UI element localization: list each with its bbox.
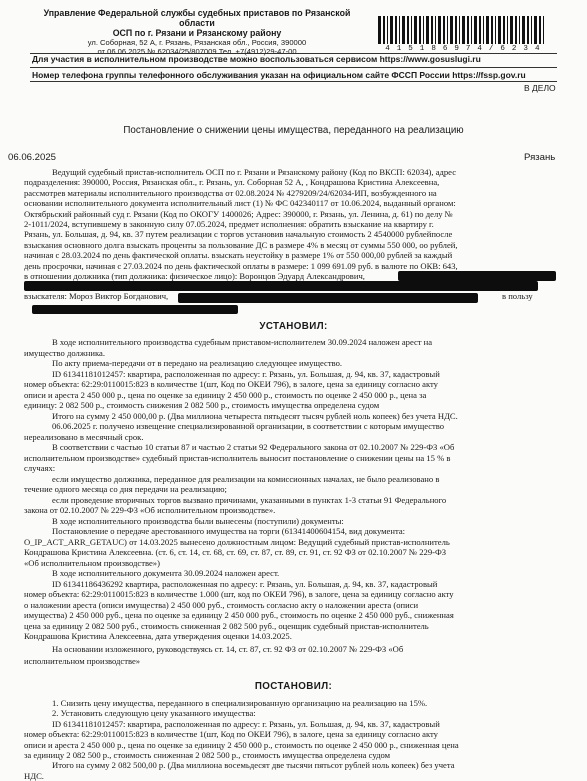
text-line: Кондрашова Кристина Алексеевна, дата утверждения оценки 14.03.2025. — [24, 631, 292, 641]
text-line: имущества) 2 450 000 руб., цена по оценке за единицу 2 450 000 руб., стоимость по оценке 2 450 000 руб., сниженная — [24, 610, 454, 620]
claimant-label: взыскателя: Мороз Виктор Богданович, — [24, 291, 169, 301]
barcode-bar — [479, 16, 481, 44]
barcode-bar — [411, 16, 412, 44]
barcode-bar — [435, 16, 436, 44]
authority-header — [32, 8, 362, 56]
barcode-bar — [383, 16, 385, 44]
conclusion-paragraph — [24, 643, 559, 667]
text-line: описи и ареста 2 450 000 р., цена по оценке за единицу 2 450 000 р., стоимость по оценке 2 450 000 р., цена за — [24, 389, 427, 400]
text-line: подразделения: 390000, Россия, Рязанская обл., г. Рязань, ул. Соборная 52 А, , Кондрашова Кристина Алексеевна, — [24, 177, 440, 188]
text-line: Итого на сумму 2 082 500,00 р. (Два миллиона восемьдесят две тысячи пятьсот рублей ноль копеек) без учета — [52, 760, 455, 771]
text-line: По акту приема-передачи от в передано на реализацию следующее имущество. — [52, 358, 343, 368]
text-line: нереализовано в месячный срок. — [24, 431, 144, 442]
text-line: основании исполнительного документа исполнительный лист (1) № ФС 042340117 от 10.06.2024, выданный органом: — [24, 198, 456, 209]
barcode-bar — [507, 16, 508, 44]
reference-line: от 06.06.2025 № 62034/25/807009 Тел. +7(4912)29-47-00 — [97, 47, 297, 56]
barcode-bar — [459, 16, 460, 44]
barcode-bar — [498, 16, 501, 44]
text-line: единицу: 2 082 500 р., стоимость снижения 2 082 500 р., стоимость имущества определена судом — [24, 400, 380, 410]
text-line: цена за единицу 2 082 500 руб., стоимость сниженная 2 082 500 руб., оценщик судебный пристав-исполнитель — [24, 620, 429, 631]
intro-paragraph — [24, 167, 559, 281]
text-line: «Об исполнительном производстве») — [24, 557, 160, 568]
document-city: Рязань — [524, 152, 556, 163]
barcode-bar — [534, 16, 537, 44]
text-line: случаях: — [24, 463, 56, 473]
text-line: описи и ареста 2 450 000 р., цена по оценке за единицу 2 450 000 р., стоимость по оценке 2 450 000 р., сниженная цена — [24, 739, 459, 750]
barcode-bar — [387, 16, 388, 44]
barcode-bar — [431, 16, 433, 44]
ustanovil-body — [24, 337, 559, 642]
barcode-bar — [471, 16, 472, 44]
text-line: 2. Установить следующую цену указанного имущества: — [52, 708, 256, 719]
barcode-bar — [467, 16, 469, 44]
barcode-bar — [443, 16, 445, 44]
divider — [30, 67, 557, 68]
text-line: ID 61341181012457: квартира, расположенная по адресу: г. Рязань, ул. Большая, д. 94, кв. 37, кадастровый — [52, 368, 440, 379]
barcode-bar — [486, 16, 489, 44]
text-line: номер объекта: 62:29:0110015:823 в количестве 1(шт, Код по ОКЕИ 796), в залоге, цена за единицу согласно акту — [24, 729, 438, 740]
redaction-bar — [398, 271, 556, 281]
text-line: ID 61341181012457: квартира, расположенная по адресу: г. Рязань, ул. Большая, д. 94, кв. 37, кадастровый — [52, 718, 440, 729]
redaction-bar — [178, 293, 478, 303]
barcode-bar — [419, 16, 421, 44]
section-heading-postanovil: ПОСТАНОВИЛ: — [254, 681, 333, 692]
barcode-bar — [390, 16, 393, 44]
barcode-bar — [395, 16, 397, 44]
barcode-bar — [519, 16, 520, 44]
barcode-bar — [483, 16, 484, 44]
barcode-bar — [438, 16, 441, 44]
text-line: день просрочки, начиная с 27.03.2024 по день фактической оплаты в размере: 1 099 691.09 руб. в валюте по ОКВ: 643, — [24, 260, 458, 271]
org-name-line-1: Управление Федеральной службы судебных приставов по Рязанской области — [43, 8, 351, 28]
text-line: В ходе исполнительного производства были вынесены (поступили) документы: — [52, 515, 344, 526]
text-line: в отношении должника (тип должника: физическое лицо): Воронцов Эдуард Александрович, — [24, 271, 365, 282]
redaction-bar — [24, 281, 538, 291]
text-line: ID 61341186436292 квартира, расположенная по адресу: г. Рязань, ул. Большая, д. 94, кв. 37, кадастровый — [52, 578, 438, 589]
text-line: если проведение вторичных торгов вызвано причинами, указанными в пунктах 1-3 статьи 91 Федерального — [52, 494, 447, 505]
barcode-number: 4 1 5 1 8 6 9 7 4 / 6 2 3 4 — [385, 45, 541, 53]
text-line: имущество должника. — [24, 347, 105, 358]
text-line: В ходе исполнительного производства судебным приставом-исполнителем 30.09.2024 наложен арест на — [52, 337, 433, 347]
barcode-bar — [462, 16, 465, 44]
address-line: ул. Соборная, 52 А, г. Рязань, Рязанская обл., Россия, 390000 — [87, 38, 307, 47]
v-delo-stamp: В ДЕЛО — [524, 83, 556, 93]
section-heading-ustanovil: УСТАНОВИЛ: — [259, 321, 328, 332]
text-line: 1. Снизить цену имущества, переданного в специализированную организацию на реализацию на 15%. — [52, 698, 428, 708]
barcode-bar — [450, 16, 453, 44]
text-line: Постановление о передаче арестованного имущества на торги (61341400604154, вид документа: — [52, 526, 406, 536]
text-line: исполнительном производстве» судебный пристав-исполнитель выносит постановление о снижении цены на 15 % в — [24, 452, 451, 463]
text-line: взыскания основного долга взыскать проценты за пользование ДС в размере 4% в месяц от суммы 550 000, оо рублей, — [24, 239, 458, 250]
barcode-bar — [399, 16, 400, 44]
text-line: 06.06.2025 г. получено извещение специализированной организации, в соответствии с которым имущество — [52, 421, 445, 431]
document-title: Постановление о снижении цены имущества, переданного на реализацию — [123, 125, 464, 136]
barcode-bar — [426, 16, 429, 44]
text-line: В ходе исполнительного документа 30.09.2024 наложен арест. — [52, 568, 280, 578]
barcode-bar — [522, 16, 525, 44]
text-line: рассмотрев материалы исполнительного производства от 02.08.2024 № 4279209/24/62034-ИП, возбужденного на — [24, 187, 437, 198]
phone-note: Номер телефона группы телефонного обслуживания указан на официальном сайте ФССП России https://fssp.gov.ru — [32, 70, 526, 80]
redaction-bar — [32, 305, 238, 314]
barcode-bar — [414, 16, 417, 44]
barcode-bar — [510, 16, 513, 44]
gosuslugi-note: Для участия в исполнительном производстве можно воспользоваться сервисом https://www.gosuslugi.ru — [32, 54, 481, 64]
postanovil-body — [24, 698, 559, 781]
text-line: номер объекта: 62:29:0110015:823 в количестве 1.000 (шт, код по ОКЕИ 796), в залоге, цена за единицу согласно акту — [24, 589, 454, 599]
text-line: На основании изложенного, руководствуясь ст. 14, ст. 87, ст. 92 ФЗ от 02.10.2007 № 229-ФЗ «Об — [52, 644, 404, 654]
text-line: о наложении ареста (описи имущества) 2 450 000 руб., стоимость согласно акту о наложении ареста (описи — [24, 599, 419, 610]
document-date: 06.06.2025 — [8, 152, 57, 163]
text-line: исполнительном производстве» — [24, 656, 141, 666]
text-line: за единицу 2 082 500 р., стоимость сниженная 2 082 500 р., стоимость имущества определена судом — [24, 750, 391, 761]
barcode-bar — [503, 16, 505, 44]
barcode-bar — [527, 16, 529, 44]
text-line: течение одного месяца со дня передачи на реализацию; — [24, 484, 227, 494]
barcode-bar — [423, 16, 424, 44]
barcode-bar — [491, 16, 493, 44]
org-name-line-2: ОСП по г. Рязани и Рязанскому району — [112, 28, 282, 38]
text-line: Итого на сумму 2 450 000,00 р. (Два миллиона четыреста пятьдесят тысяч рублей ноль копеек) без учета НДС. — [52, 410, 458, 421]
barcode-bar — [447, 16, 448, 44]
divider — [30, 81, 557, 82]
barcode-bar — [543, 16, 544, 44]
text-line: В соответствии с частью 10 статьи 87 и частью 2 статьи 92 Федерального закона от 02.10.2007 № 229-ФЗ «Об — [52, 442, 455, 452]
claimant-tail: в пользу — [502, 291, 533, 301]
text-line: номер объекта: 62:29:0110015:823 в количестве 1(шт, Код по ОКЕИ 796), в залоге, цена за единицу согласно акту — [24, 379, 438, 389]
barcode-bar — [455, 16, 457, 44]
barcode-bar — [515, 16, 517, 44]
text-line: Ведущий судебный пристав-исполнитель ОСП по г. Рязани и Рязанскому району (Код по ВКСП: 62034), адрес — [52, 167, 457, 177]
barcode-bar — [474, 16, 477, 44]
barcode-bar — [402, 16, 405, 44]
text-line: 2-1011/2024, вступившему в законную силу 07.05.2024, предмет исполнения: обратить взыскание на квартиру г. — [24, 219, 434, 230]
text-line: Октябрьский районный суд г. Рязани (Код по ОКОГУ 1400026; Адрес: 390000, г. Рязань, ул. Ленина, д. 61) по делу № — [24, 208, 453, 219]
barcode — [378, 16, 546, 44]
barcode-bar — [407, 16, 409, 44]
text-line: НДС. — [24, 770, 44, 781]
barcode-bar — [378, 16, 381, 44]
barcode-bar — [495, 16, 496, 44]
text-line: O_IP_ACT_ARR_GETAUC) от 14.03.2025 вынесено должностным лицом: Ведущий судебный пристав-исполнитель — [24, 536, 450, 547]
barcode-bar — [531, 16, 532, 44]
barcode-bar — [539, 16, 541, 44]
text-line: Кондрашова Кристина Алексеевна. (ст. 6, ст. 14, ст. 68, ст. 69, ст. 87, ст. 89, ст. 91, ст. 92 ФЗ от 02.10.2007 № 229-ФЗ — [24, 547, 447, 557]
text-line: Рязань, ул. Большая, д. 94, кв. 37 путем реализации с торгов установив начальную стоимость 2 4540000 рублейпосле — [24, 229, 453, 240]
text-line: начиная с 28.03.2024 по день фактической оплаты. взыскать неустойку в размере 1% от 550 000,00 рублей за каждый — [24, 250, 453, 261]
text-line: закона от 02.10.2007 № 229-ФЗ «Об исполнительном производстве». — [24, 505, 276, 515]
text-line: если имущество должника, переданное для реализации на комиссионных началах, не было реализовано в — [52, 473, 440, 484]
